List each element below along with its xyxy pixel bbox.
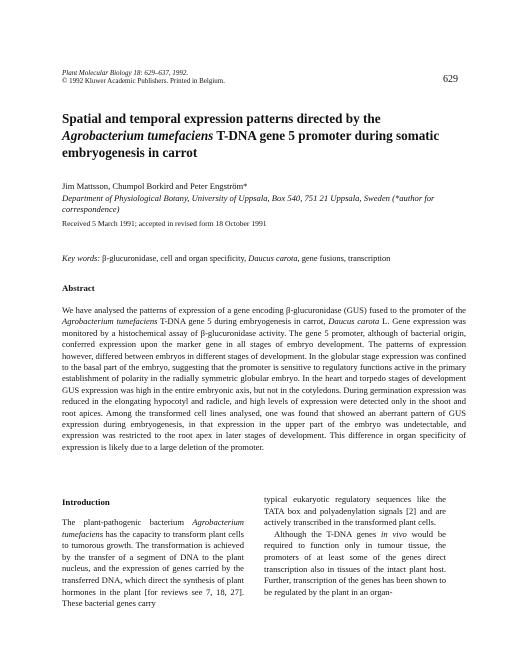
journal-citation (62, 69, 225, 85)
title-organism: Agrobacterium tumefaciens (62, 128, 214, 143)
intro-c2-paragraph-1: typical eukaryotic regulatory sequences like the TATA box and polyadenylation signals [2] and are actively transcribed in the transformed plant cells. (264, 494, 446, 528)
keywords-label: Key words: (62, 254, 103, 263)
intro-c1-a: The plant-pathogenic bacterium (62, 517, 193, 527)
journal-line-2: © 1992 Kluwer Academic Publishers. Printed in Belgium. (62, 77, 225, 85)
keywords-part-a: β-glucuronidase, cell and organ specificity, (102, 254, 249, 263)
intro-column-left (62, 517, 244, 610)
title-part-2: T-DNA gene 5 promoter during somatic embryogenesis in carrot (62, 128, 440, 160)
keywords (62, 254, 390, 263)
abstract-body (62, 305, 466, 453)
journal-line-1: Plant Molecular Biology 18: 629–637, 1992. (62, 69, 189, 77)
page-number: 629 (443, 74, 458, 85)
paper-title (62, 110, 462, 161)
received-date: Received 5 March 1991; accepted in revised form 18 October 1991 (62, 219, 267, 228)
intro-c2-p2-a: Although the T-DNA genes (274, 528, 382, 539)
introduction-heading: Introduction (62, 497, 110, 507)
intro-c2-p2-b: would be required to function only in tumour tissue, the promoters of at least some of the genes direct transcription also in tissues of the intact plant host. Further, transcription of the genes has been shown to be regulated by the plant in an organ- (264, 528, 446, 597)
abstract-heading: Abstract (62, 283, 95, 293)
intro-c2-paragraph-2 (264, 529, 446, 599)
intro-c2-p2-italic: in vivo (381, 528, 407, 539)
keywords-species: Daucus carota (248, 254, 298, 263)
abstract-s3: L. Gene expression was monitored by a histochemical assay of β-glucuronidase activity. The gene 5 promoter, although of bacterial origin, conferred expression upon the marker gene in all stages of embryo development. The patterns of expression however, differed between embryos in different stages of development. In the globular stage expression was confined to the basal part of the embryo, suggesting that the promoter is sensitive to regulatory functions active in the primary establishment of polarity in the radially symmetric globular embryo. In the heart and torpedo stages of development GUS expression was high in the entire embryonic axis, but not in the cotyledons. During germination expression was reduced in the elongating hypocotyl and radicle, and high levels of expression were detected only in the shoot and root apices. Among the transformed cell lines analysed, one was found that showed an aberrant pattern of GUS expression during embryogenesis, in that expression in the upper part of the embryo was undetectable, and expression was restricted to the root apex in later stages of development. This difference in organ specificity of expression is likely due to a large deletion of the promoter. (62, 316, 466, 452)
intro-c1-italic: Agrobacterium tumefaciens (62, 517, 244, 539)
abstract-s2: T-DNA gene 5 during embryogenesis in carrot, (157, 316, 329, 327)
author-list: Jim Mattsson, Chumpol Borkird and Peter Engström* (62, 181, 248, 191)
author-affiliation: Department of Physiological Botany, University of Uppsala, Box 540, 751 21 Uppsala, Sweden (*author for correspondence) (62, 193, 435, 214)
intro-column-right (264, 494, 446, 598)
intro-c1-b: has the capacity to transform plant cells to tumorous growth. The transformation is achieved by the transfer of a segment of DNA to the plant nucleus, and the expression of genes carried by the transferred DNA, which direct the synthesis of plant hormones in the plant [for reviews see 7, 18, 27]. These bacterial genes carry (62, 528, 244, 609)
abstract-s1-italic: Agrobacterium tumefaciens (62, 316, 158, 327)
abstract-s2-italic: Daucus carota (328, 316, 380, 327)
keywords-part-b: , gene fusions, transcription (297, 254, 391, 263)
title-part-1: Spatial and temporal expression patterns directed by the (62, 111, 381, 126)
abstract-s1: We have analysed the patterns of expression of a gene encoding β-glucuronidase (GUS) fused to the promoter of the (62, 305, 466, 315)
